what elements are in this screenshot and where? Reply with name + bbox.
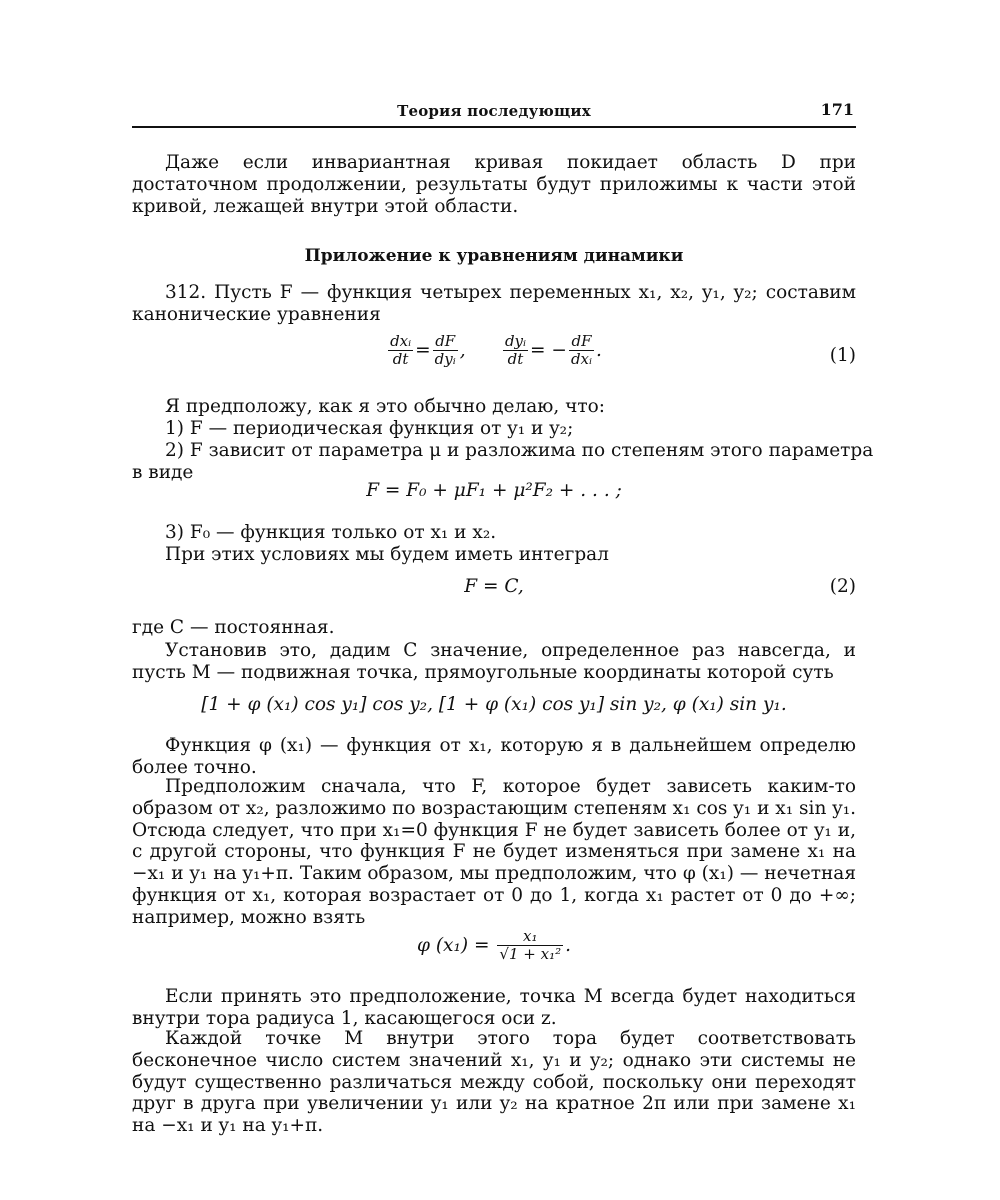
fraction: $\frac{\text{dxᵢ}}{dt}$ [390, 332, 412, 369]
equation-1: $\frac{\text{dxᵢ}}{dt}$ = $\frac{dF}{\text{dyᵢ}}$ , $\frac{\text{dyᵢ}}{dt}$ = − $\frac{dF}{\text{dxᵢ}}$ . (1) [390, 332, 856, 369]
paragraph-312: 312. Пусть F — функция четырех переменных x₁, x₂, y₁, y₂; составим канонические уравнения [132, 282, 856, 325]
paragraph-1: Даже если инвариантная кривая покидает область D при достаточном продолжении, результаты будут приложимы к части этой кривой, лежащей внутри этой области. [132, 152, 856, 217]
book-page [132, 0, 874, 1200]
assumption-2-cont: в виде [132, 462, 194, 483]
assumption-2: 2) F зависит от параметра μ и разложима по степеням этого параметра [165, 440, 874, 461]
integral-intro: При этих условиях мы будем иметь интеграл [165, 544, 609, 565]
equation-coordinates: [1 + φ (x₁) cos y₁] cos y₂, [1 + φ (x₁) cos y₁] sin y₂, φ (x₁) sin y₁. [201, 694, 787, 715]
equation-F-expansion: F = F₀ + μF₁ + μ²F₂ + . . . ; [366, 480, 622, 501]
running-title: Теория последующих [397, 102, 591, 120]
fraction: $\frac{dF}{\text{dxᵢ}}$ [570, 332, 593, 369]
constant-note: где C — постоянная. [132, 617, 335, 638]
assumption-intro: Я предположу, как я это обычно делаю, что: [165, 396, 605, 417]
paragraph-assumption: Предположим сначала, что F, которое будет зависеть каким-то образом от x₂, разложимо по возрастающим степеням x₁ cos y₁ и x₁ sin y₁. Отсюда следует, что при x₁=0 функция F не будет зависеть более от y₁ и, с другой стороны, что функция F не будет изменяться при замене x₁ на −x₁ и y₁ на y₁+π. Таким образом, мы предположим, что φ (x₁) — нечетная функция от x₁, которая возрастает от 0 до 1, когда x₁ растет от 0 до +∞; например, можно взять [132, 776, 856, 928]
fraction: $\frac{\text{x₁}}{\text{√1 + x₁²}}$ [499, 927, 562, 964]
equation-number: (1) [829, 345, 856, 366]
fraction: $\frac{dF}{\text{dyᵢ}}$ [434, 332, 456, 369]
assumption-3: 3) F₀ — функция только от x₁ и x₂. [165, 522, 497, 543]
equation-2: F = C, (2) [464, 576, 856, 597]
paragraph-point-M: Установив это, дадим C значение, определенное раз навсегда, и пусть M — подвижная точка, прямоугольные координаты которой суть [132, 640, 856, 683]
page-number: 171 [820, 100, 854, 119]
running-header [132, 100, 856, 128]
fraction: $\frac{\text{dyᵢ}}{dt}$ [504, 332, 527, 369]
equation-phi: φ (x₁) = $\frac{\text{x₁}}{\text{√1 + x₁²}}$ . [417, 927, 571, 964]
paragraph-torus: Если принять это предположение, точка M всегда будет находиться внутри тора радиуса 1, касающегося оси z. [132, 986, 856, 1029]
paragraph-phi: Функция φ (x₁) — функция от x₁, которую я в дальнейшем определю более точно. [132, 735, 856, 778]
assumption-1: 1) F — периодическая функция от y₁ и y₂; [165, 418, 574, 439]
paragraph-values: Каждой точке M внутри этого тора будет соответствовать бесконечное число систем значений x₁, y₁ и y₂; однако эти системы не будут существенно различаться между собой, поскольку они переходят друг в друга при увеличении y₁ или y₂ на кратное 2π или при замене x₁ на −x₁ и y₁ на y₁+π. [132, 1028, 856, 1137]
equation-number: (2) [829, 576, 856, 597]
section-heading: Приложение к уравнениям динамики [304, 246, 684, 266]
